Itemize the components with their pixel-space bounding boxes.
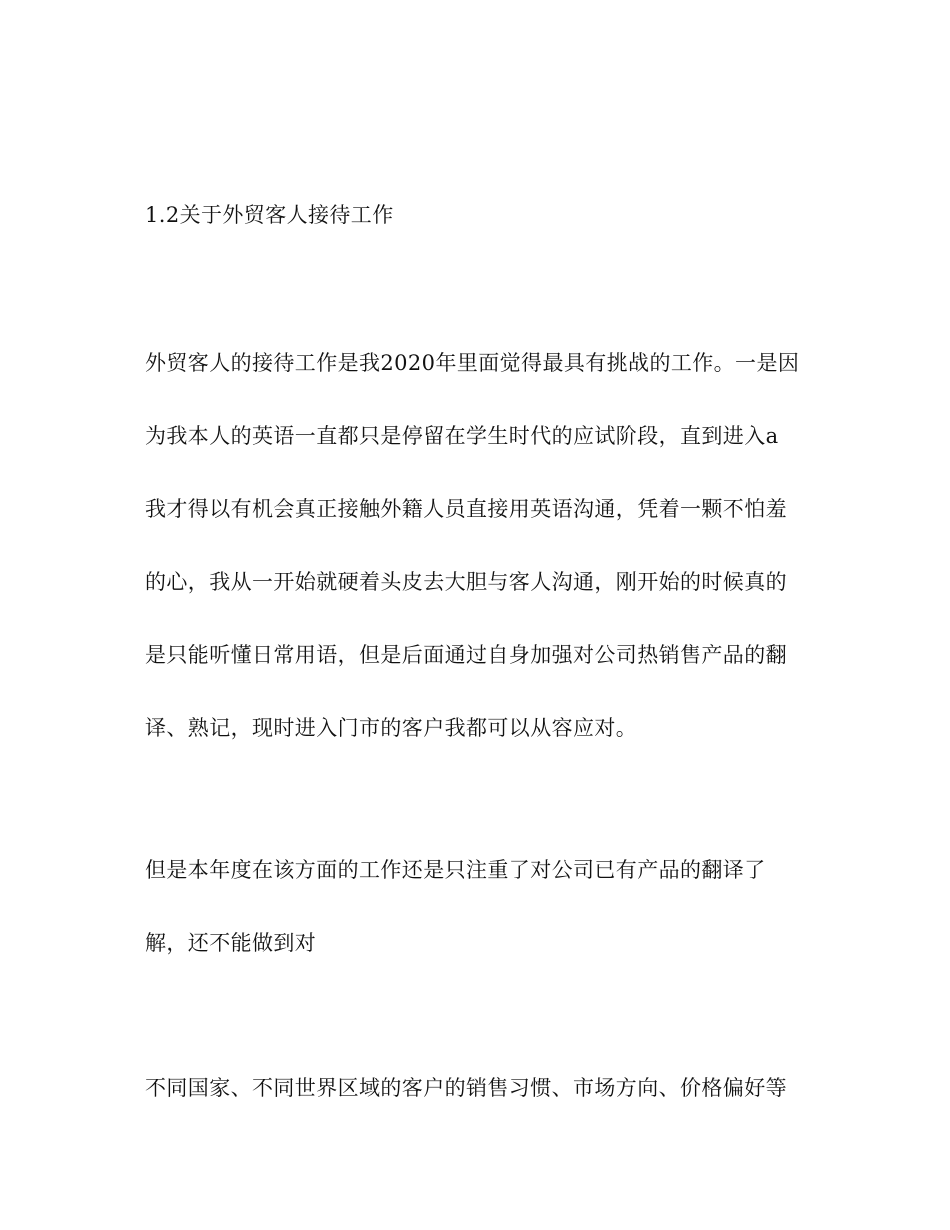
paragraph-1-line-6: 译、熟记，现时进入门市的客户我都可以从容应对。 [145,716,638,740]
paragraph-1-line-4: 的心，我从一开始就硬着头皮去大胆与客人沟通，刚开始的时候真的 [145,570,787,594]
paragraph-3-line-1: 不同国家、不同世界区域的客户的销售习惯、市场方向、价格偏好等 [145,1076,787,1100]
paragraph-1-line-3: 我才得以有机会真正接触外籍人员直接用英语沟通，凭着一颗不怕羞 [145,497,787,521]
paragraph-1-line-2: 为我本人的英语一直都只是停留在学生时代的应试阶段，直到进入a [145,424,779,448]
paragraph-1-line-5: 是只能听懂日常用语，但是后面通过自身加强对公司热销售产品的翻 [145,643,787,667]
paragraph-2-line-2: 解，还不能做到对 [145,931,317,955]
paragraph-1-line-1: 外贸客人的接待工作是我2020年里面觉得最具有挑战的工作。一是因 [145,351,800,375]
paragraph-2-line-1: 但是本年度在该方面的工作还是只注重了对公司已有产品的翻译了 [145,858,766,882]
section-heading: 1.2关于外贸客人接待工作 [145,203,394,227]
